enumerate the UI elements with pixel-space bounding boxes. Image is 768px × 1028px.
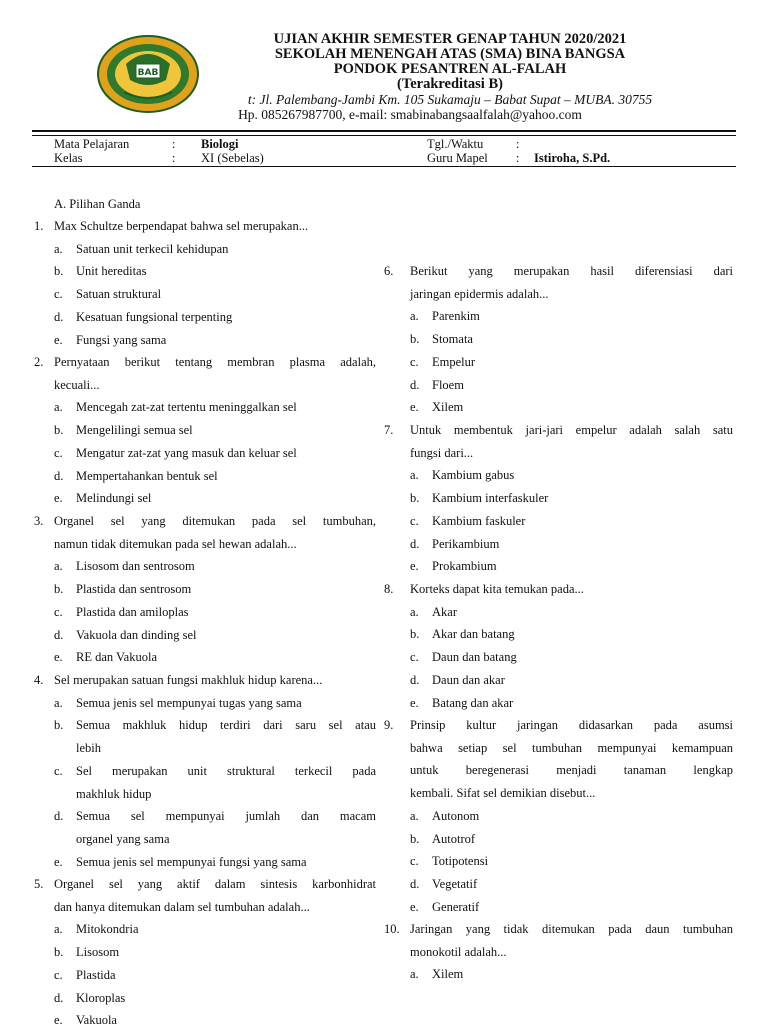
- header-address: t: Jl. Palembang-Jambi Km. 105 Sukamaju – Babat Supat – MUBA. 30755: [247, 92, 653, 107]
- question-4-text: Sel merupakan satuan fungsi makhluk hidup karena...: [54, 673, 323, 687]
- question-7-text: fungsi dari...: [410, 445, 474, 460]
- question-9-option-key: b.: [410, 831, 420, 846]
- question-8-option-text: Batang dan akar: [432, 695, 514, 710]
- question-2-option-key: c.: [54, 445, 63, 460]
- question-7-text: Untuk membentuk jari-jari empelur adalah salah satu: [410, 423, 733, 437]
- question-1-number: 1.: [34, 219, 44, 233]
- question-4-option-key: b.: [54, 718, 64, 733]
- teacher-colon: :: [516, 151, 520, 165]
- question-9-option-text: Vegetatif: [432, 876, 478, 891]
- question-8-text: Korteks dapat kita temukan pada...: [410, 582, 584, 596]
- question-8-option-key: e.: [410, 695, 419, 710]
- question-3-text: Organel sel yang ditemukan pada sel tumbuhan,: [54, 514, 376, 528]
- question-1-option-key: d.: [54, 309, 64, 324]
- question-7-option-text: Kambium gabus: [432, 468, 515, 483]
- question-1-option-text: Kesatuan fungsional terpenting: [76, 309, 233, 324]
- question-5-option-key: d.: [54, 990, 64, 1005]
- question-3-option-text: RE dan Vakuola: [76, 650, 158, 665]
- question-2-option-key: d.: [54, 468, 64, 483]
- question-5-text: dan hanya ditemukan dalam sel tumbuhan adalah...: [54, 899, 310, 914]
- question-9-text: Prinsip kultur jaringan didasarkan pada asumsi: [410, 718, 733, 732]
- question-2-option-text: Mempertahankan bentuk sel: [76, 468, 218, 483]
- question-8-option-key: c.: [410, 650, 419, 665]
- header-rule-thin: [32, 135, 736, 136]
- question-9-option-key: d.: [410, 876, 420, 891]
- question-2-option-text: Mengelilingi semua sel: [76, 423, 193, 438]
- question-7-option-key: b.: [410, 491, 420, 506]
- question-4-number: 4.: [34, 673, 44, 687]
- question-10-number: 10.: [384, 922, 400, 936]
- question-3-option-text: Lisosom dan sentrosom: [76, 559, 195, 574]
- question-5-text: Organel sel yang aktif dalam sintesis karbonhidrat: [54, 877, 376, 891]
- question-2-number: 2.: [34, 355, 44, 369]
- header-line-4: (Terakreditasi B): [397, 76, 503, 92]
- question-4-option-text: Semua jenis sel mempunyai fungsi yang sama: [76, 854, 307, 869]
- question-4-option-key: d.: [54, 809, 64, 824]
- subject-colon: :: [172, 137, 176, 151]
- question-9-option-key: e.: [410, 899, 419, 914]
- question-9-option-text: Generatif: [432, 899, 480, 914]
- question-10-option-key: a.: [410, 967, 419, 982]
- question-3-option-text: Plastida dan amiloplas: [76, 604, 189, 619]
- question-5-option-text: Lisosom: [76, 945, 120, 960]
- question-1-option-text: Unit hereditas: [76, 264, 147, 279]
- header-contact: Hp. 085267987700, e-mail: smabinabangsaalfalah@yahoo.com: [238, 107, 582, 122]
- question-3-option-text: Vakuola dan dinding sel: [76, 627, 197, 642]
- question-6-option-text: Xilem: [432, 400, 464, 415]
- question-6-option-text: Empelur: [432, 354, 476, 369]
- question-4-option-text: organel yang sama: [76, 831, 170, 846]
- header-line-2: SEKOLAH MENENGAH ATAS (SMA) BINA BANGSA: [274, 46, 626, 62]
- question-4-option-text: Semua makhluk hidup terdiri dari saru sel atau: [76, 718, 376, 733]
- question-2-option-text: Mengatur zat-zat yang masuk dan keluar sel: [76, 445, 297, 460]
- question-5-option-key: e.: [54, 1013, 63, 1028]
- question-10-text: Jaringan yang tidak ditemukan pada daun tumbuhan: [410, 922, 733, 936]
- class-label: Kelas: [54, 151, 83, 165]
- question-8-option-key: b.: [410, 627, 420, 642]
- question-5-option-text: Vakuola: [76, 1013, 117, 1028]
- question-9-option-key: c.: [410, 854, 419, 869]
- question-6-option-key: e.: [410, 400, 419, 415]
- question-2-option-text: Mencegah zat-zat tertentu meninggalkan sel: [76, 400, 297, 415]
- header-line-1: UJIAN AKHIR SEMESTER GENAP TAHUN 2020/2021: [273, 31, 627, 47]
- question-6-option-text: Floem: [432, 377, 464, 392]
- date-label: Tgl./Waktu: [427, 137, 484, 151]
- question-1-text: Max Schultze berpendapat bahwa sel merupakan...: [54, 219, 309, 233]
- question-6-option-key: d.: [410, 377, 420, 392]
- question-4-option-text: Semua jenis sel mempunyai tugas yang sama: [76, 695, 302, 710]
- subject-value: Biologi: [201, 137, 239, 151]
- question-7-option-key: e.: [410, 559, 419, 574]
- question-6-text: Berikut yang merupakan hasil diferensiasi dari: [410, 264, 733, 278]
- question-9-number: 9.: [384, 718, 394, 732]
- logo-text: BAB: [137, 68, 159, 78]
- teacher-value: Istiroha, S.Pd.: [534, 151, 611, 165]
- question-2-option-key: a.: [54, 400, 63, 415]
- question-4-option-text: Semua sel mempunyai jumlah dan macam: [76, 809, 376, 824]
- question-7-option-text: Prokambium: [432, 559, 497, 574]
- question-1-option-text: Satuan struktural: [76, 287, 162, 302]
- question-2-option-key: b.: [54, 423, 64, 438]
- header-rule-thick: [32, 130, 736, 132]
- question-5-option-text: Mitokondria: [76, 922, 139, 937]
- question-9-option-text: Totipotensi: [432, 854, 489, 869]
- question-8-option-text: Daun dan batang: [432, 650, 517, 665]
- question-9-option-text: Autotrof: [432, 831, 476, 846]
- info-rule: [32, 166, 736, 167]
- question-4-option-key: a.: [54, 695, 63, 710]
- question-8-option-text: Akar: [432, 604, 457, 619]
- question-7-option-key: c.: [410, 513, 419, 528]
- question-6-option-key: c.: [410, 354, 419, 369]
- question-5-option-text: Plastida: [76, 967, 116, 982]
- question-2-text: kecuali...: [54, 377, 100, 392]
- question-3-option-key: a.: [54, 559, 63, 574]
- question-6-option-key: b.: [410, 332, 420, 347]
- question-4-option-key: e.: [54, 854, 63, 869]
- question-7-number: 7.: [384, 423, 394, 437]
- question-6-text: jaringan epidermis adalah...: [410, 286, 549, 301]
- question-2-option-key: e.: [54, 491, 63, 506]
- question-9-text: kembali. Sifat sel demikian disebut...: [410, 786, 596, 801]
- question-1-option-key: e.: [54, 332, 63, 347]
- question-6-option-text: Stomata: [432, 332, 473, 347]
- question-3-text: namun tidak ditemukan pada sel hewan adalah...: [54, 536, 297, 551]
- question-9-option-text: Autonom: [432, 808, 480, 823]
- section-title: A. Pilihan Ganda: [54, 197, 141, 211]
- question-7-option-key: d.: [410, 536, 420, 551]
- question-6-number: 6.: [384, 264, 394, 278]
- question-8-option-key: a.: [410, 604, 419, 619]
- subject-label: Mata Pelajaran: [54, 137, 130, 151]
- question-8-option-text: Daun dan akar: [432, 672, 505, 687]
- question-9-text: bahwa setiap sel tumbuhan mempunyai kemampuan: [410, 740, 733, 755]
- question-5-option-text: Kloroplas: [76, 990, 126, 1005]
- question-2-text: Pernyataan berikut tentang membran plasma adalah,: [54, 355, 376, 369]
- header-line-3: PONDOK PESANTREN AL-FALAH: [333, 61, 567, 77]
- question-4-option-key: c.: [54, 763, 63, 778]
- question-1-option-text: Fungsi yang sama: [76, 332, 167, 347]
- question-7-option-text: Kambium faskuler: [432, 513, 526, 528]
- class-value: XI (Sebelas): [201, 151, 264, 165]
- question-7-option-text: Kambium interfaskuler: [432, 491, 549, 506]
- question-2-option-text: Melindungi sel: [76, 491, 152, 506]
- question-4-option-text: makhluk hidup: [76, 786, 152, 801]
- question-5-option-key: c.: [54, 967, 63, 982]
- question-6-option-key: a.: [410, 309, 419, 324]
- question-4-option-text: lebih: [76, 741, 101, 756]
- question-3-option-key: d.: [54, 627, 64, 642]
- question-1-option-key: a.: [54, 241, 63, 256]
- question-7-option-text: Perikambium: [432, 536, 500, 551]
- question-8-option-key: d.: [410, 672, 420, 687]
- question-6-option-text: Parenkim: [432, 309, 480, 324]
- teacher-label: Guru Mapel: [427, 151, 488, 165]
- question-5-option-key: b.: [54, 945, 64, 960]
- question-3-option-key: e.: [54, 650, 63, 665]
- question-3-option-text: Plastida dan sentrosom: [76, 582, 192, 597]
- question-3-option-key: c.: [54, 604, 63, 619]
- question-10-option-text: Xilem: [432, 967, 464, 982]
- question-7-option-key: a.: [410, 468, 419, 483]
- question-1-option-text: Satuan unit terkecil kehidupan: [76, 241, 229, 256]
- question-9-text: untuk beregenerasi menjadi tanaman lengkap: [410, 763, 733, 778]
- question-5-number: 5.: [34, 877, 44, 891]
- question-8-number: 8.: [384, 582, 394, 596]
- question-8-option-text: Akar dan batang: [432, 627, 515, 642]
- question-3-option-key: b.: [54, 582, 64, 597]
- question-5-option-key: a.: [54, 922, 63, 937]
- question-9-option-key: a.: [410, 808, 419, 823]
- question-1-option-key: b.: [54, 264, 64, 279]
- question-3-number: 3.: [34, 514, 44, 528]
- class-colon: :: [172, 151, 176, 165]
- question-4-option-text: Sel merupakan unit struktural terkecil pada: [76, 763, 376, 778]
- date-colon: :: [516, 137, 520, 151]
- question-10-text: monokotil adalah...: [410, 944, 507, 959]
- question-1-option-key: c.: [54, 287, 63, 302]
